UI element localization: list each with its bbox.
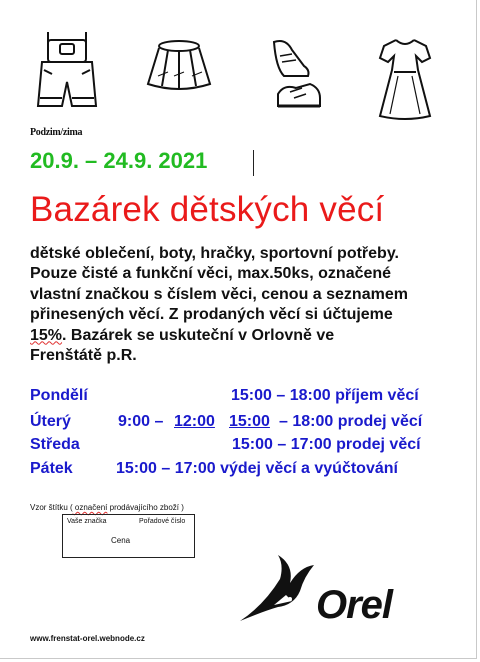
schedule-day: Pondělí (30, 387, 88, 404)
skirt-icon (144, 36, 214, 94)
overalls-icon (34, 28, 100, 116)
schedule-time-b: 12:00 (174, 413, 215, 430)
description-line: přinesených věcí. Z prodaných věcí si účtujeme (30, 306, 393, 324)
schedule-day: Úterý (30, 413, 71, 430)
schedule-day: Středa (30, 436, 80, 453)
text-cursor (253, 150, 254, 176)
description-line-rest: . Bazárek se uskuteční v Orlovně ve (62, 326, 335, 344)
schedule-time-d: – 18:00 prodej věcí (279, 413, 423, 430)
website-url[interactable]: www.frenstat-orel.webnode.cz (30, 634, 145, 643)
schedule-time-c: 15:00 (229, 413, 270, 430)
label-sample-box (62, 514, 195, 558)
event-dates: 20.9. – 24.9. 2021 (30, 148, 208, 173)
label-field-mark: Vaše značka (67, 518, 107, 525)
season-label: Podzim/zima (30, 127, 83, 138)
shoes-icon (270, 36, 326, 118)
label-field-number: Pořadové číslo (139, 518, 186, 525)
logo-text: Orel (316, 583, 393, 627)
caption-suffix: prodávajícího zboží ) (107, 503, 184, 512)
description-line: vlastní značkou s číslem věci, cenou a seznamem (30, 285, 408, 303)
schedule-time-a: 9:00 – (118, 413, 164, 430)
commission-percent: 15% (30, 326, 63, 344)
description-line (30, 326, 460, 346)
schedule-time: 15:00 – 17:00 prodej věcí (232, 436, 421, 453)
flyer-title: Bazárek dětských věcí (30, 190, 385, 229)
caption-underlined: označení (72, 503, 108, 512)
orel-logo-icon (234, 545, 324, 630)
label-field-price: Cena (111, 536, 131, 545)
label-sample-caption (30, 503, 184, 512)
schedule-time: 15:00 – 18:00 příjem věcí (231, 387, 419, 404)
description-line: dětské oblečení, boty, hračky, sportovní potřeby. (30, 245, 399, 262)
dress-icon (374, 36, 436, 122)
description-line: Pouze čisté a funkční věci, max.50ks, označené (30, 265, 392, 283)
description-line: Frenštátě p.R. (30, 347, 137, 365)
caption-prefix: Vzor štítku ( (30, 503, 73, 512)
schedule-day: Pátek (30, 460, 73, 477)
schedule-time: 15:00 – 17:00 výdej věcí a vyúčtování (116, 460, 398, 477)
description-text (30, 244, 460, 366)
